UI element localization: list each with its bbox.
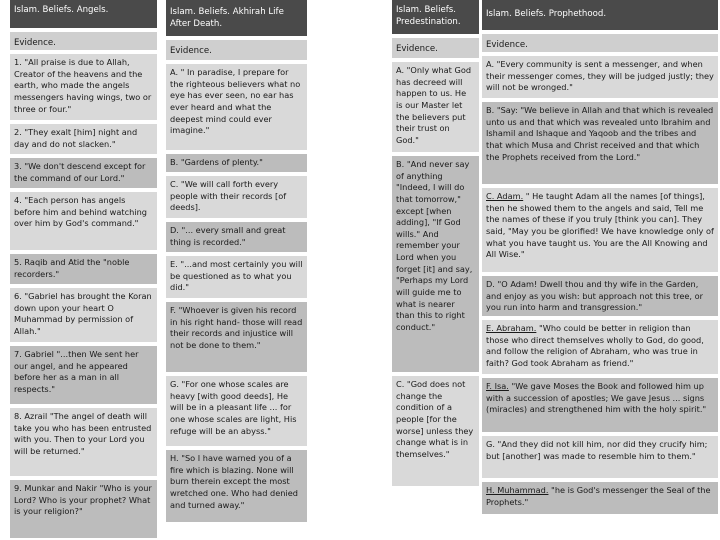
column-title: Islam. Beliefs. Akhirah Life After Death. bbox=[166, 0, 307, 36]
evidence-item bbox=[482, 56, 718, 98]
evidence-item bbox=[482, 378, 718, 432]
evidence-item: C. "God does not change the condition of a people [for the worse] unless they change what is in themselves." bbox=[392, 376, 479, 486]
column-angels bbox=[10, 0, 157, 538]
column-title: Islam. Beliefs. Prophethood. bbox=[482, 0, 718, 30]
evidence-label: Evidence. bbox=[10, 32, 157, 50]
column-title: Islam. Beliefs. Predestination. bbox=[392, 0, 479, 34]
evidence-item: B. "And never say of anything "Indeed, I will do that tomorrow," except [when adding], "If God wills." And remember your Lord when you forget [it] and say, "Perhaps my Lord will guide me to what is nearer than this to right conduct." bbox=[392, 156, 479, 372]
evidence-item: 3. "We don't descend except for the command of our Lord." bbox=[10, 158, 157, 188]
item-text: "Who could be better in religion than those who direct themselves wholly to God, do good, and follow the religion of Abraham, who was true in faith? God took Abraham as friend." bbox=[486, 323, 704, 368]
item-text: A. "Every community is sent a messenger, and when their messenger comes, they will be judged justly; they will not be wronged." bbox=[486, 59, 714, 93]
evidence-item bbox=[482, 276, 718, 316]
evidence-item: 4. "Each person has angels before him and behind watching over him by God's command." bbox=[10, 192, 157, 250]
evidence-item: A. " In paradise, I prepare for the righteous believers what no eye has ever seen, no ear has ever heard and what the deepest mind could ever imagine." bbox=[166, 64, 307, 150]
evidence-item bbox=[482, 188, 718, 272]
item-prefix: F. Isa. bbox=[486, 381, 509, 391]
evidence-item: F. "Whoever is given his record in his right hand- those will read their records and injustice will not be done to them." bbox=[166, 302, 307, 372]
item-text: G. "And they did not kill him, nor did they crucify him; but [another] was made to resemble him to them." bbox=[486, 439, 708, 461]
evidence-item: E. "...and most certainly you will be questioned as to what you did." bbox=[166, 256, 307, 298]
evidence-item: H. "So I have warned you of a fire which is blazing. None will burn therein except the most wretched one. Who had denied and turned away." bbox=[166, 450, 307, 522]
evidence-item bbox=[482, 320, 718, 374]
evidence-item: 1. "All praise is due to Allah, Creator of the heavens and the earth, who made the angels messengers having wings, two or three or four." bbox=[10, 54, 157, 120]
column-predestination bbox=[392, 0, 479, 486]
evidence-item: 7. Gabriel "...then We sent her our angel, and he appeared before her as a man in all respects." bbox=[10, 346, 157, 404]
evidence-label: Evidence. bbox=[392, 38, 479, 58]
evidence-label: Evidence. bbox=[482, 34, 718, 52]
column-akhirah bbox=[166, 0, 307, 522]
item-text: " He taught Adam all the names [of things], then he showed them to the angels and said, Tell me the names of these if you truly [think you can]. They said, "May you be glorified! We have knowledge only of what you have taught us. You are the All Knowing and All Wise." bbox=[486, 191, 714, 260]
item-prefix: H. Muhammad. bbox=[486, 485, 549, 495]
evidence-item bbox=[482, 482, 718, 514]
item-prefix: C. Adam. bbox=[486, 191, 524, 201]
evidence-item: 6. "Gabriel has brought the Koran down upon your heart O Muhammad by permission of Allah." bbox=[10, 288, 157, 342]
evidence-item: G. "For one whose scales are heavy [with good deeds], He will be in a pleasant life ... for one whose scales are light, His refuge will be an abyss." bbox=[166, 376, 307, 446]
item-text: "We gave Moses the Book and followed him up with a succession of apostles; We gave Jesus ... signs (miracles) and strengthened him with the holy spirit." bbox=[486, 381, 707, 415]
evidence-label: Evidence. bbox=[166, 40, 307, 60]
evidence-item: D. "... every small and great thing is recorded." bbox=[166, 222, 307, 252]
column-prophethood bbox=[482, 0, 718, 514]
item-text: B. "Say: "We believe in Allah and that which is revealed unto us and that which was revealed unto Ibrahim and Ishamil and Ishaque and Yaqoob and the tribes and that which Musa and Christ received and that which the Prophets received from the Lord." bbox=[486, 105, 714, 162]
evidence-item: C. "We will call forth every people with their records [of deeds]. bbox=[166, 176, 307, 218]
item-text: D. "O Adam! Dwell thou and thy wife in the Garden, and enjoy as you wish: but approach not this tree, or you run into harm and transgression." bbox=[486, 279, 704, 313]
evidence-item: 2. "They exalt [him] night and day and do not slacken." bbox=[10, 124, 157, 154]
item-prefix: E. Abraham. bbox=[486, 323, 537, 333]
evidence-item bbox=[482, 102, 718, 184]
evidence-item: A. "Only what God has decreed will happen to us. He is our Master let the believers put their trust on God." bbox=[392, 62, 479, 152]
evidence-item: B. "Gardens of plenty." bbox=[166, 154, 307, 172]
column-title: Islam. Beliefs. Angels. bbox=[10, 0, 157, 28]
evidence-item bbox=[482, 436, 718, 478]
evidence-item: 9. Munkar and Nakir "Who is your Lord? Who is your prophet? What is your religion?" bbox=[10, 480, 157, 538]
evidence-item: 8. Azrail "The angel of death will take you who has been entrusted with you. Then to your Lord you will be returned." bbox=[10, 408, 157, 476]
item-text: "he is God's messenger the Seal of the Prophets." bbox=[486, 485, 711, 507]
evidence-item: 5. Raqib and Atid the "noble recorders." bbox=[10, 254, 157, 284]
